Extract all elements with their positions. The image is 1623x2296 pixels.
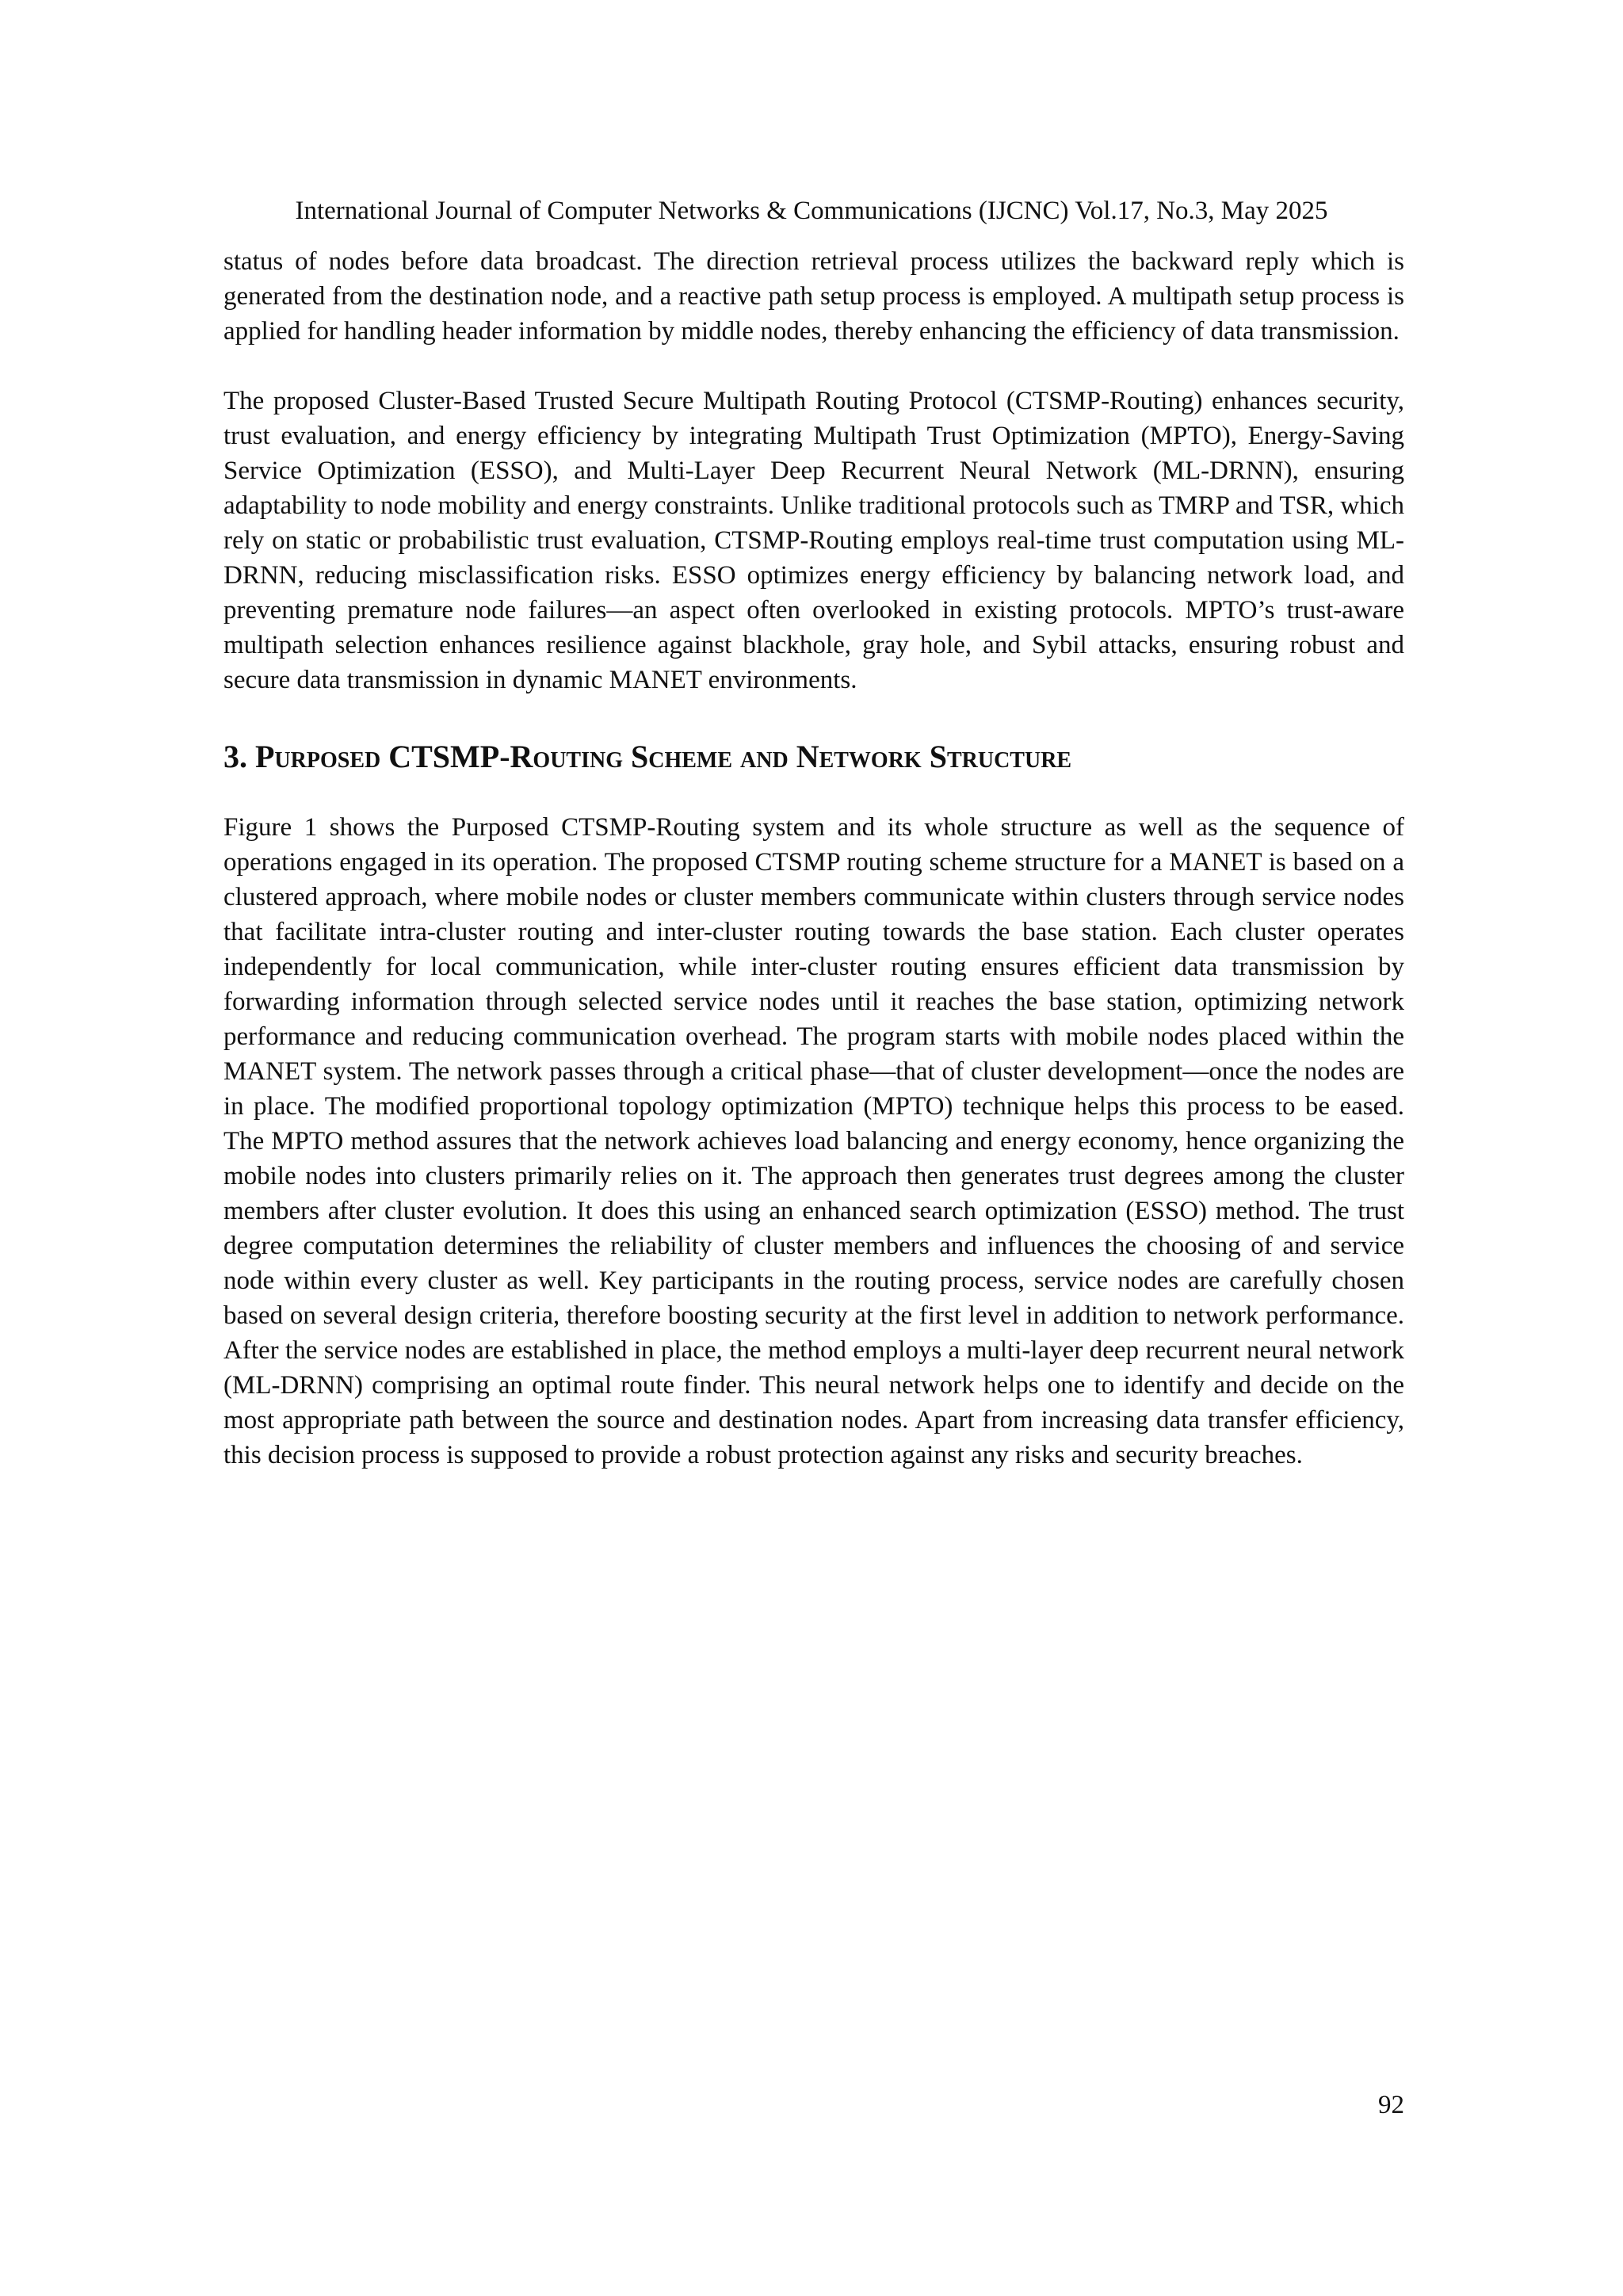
page-number: 92 [1378,2091,1404,2119]
body-paragraph-3: Figure 1 shows the Purposed CTSMP-Routing system and its whole structure as well as the sequence of operations engaged in its operation. The proposed CTSMP routing scheme structure for a MANET is based on a clustered approach, where mobile nodes or cluster members communicate within clusters through service nodes that facilitate intra-cluster routing and inter-cluster routing towards the base station. Each cluster operates independently for local communication, while inter-cluster routing ensures efficient data transmission by forwarding information through selected service nodes until it reaches the base station, optimizing network performance and reducing communication overhead. The program starts with mobile nodes placed within the MANET system. The network passes through a critical phase—that of cluster development—once the nodes are in place. The modified proportional topology optimization (MPTO) technique helps this process to be eased. The MPTO method assures that the network achieves load balancing and energy economy, hence organizing the mobile nodes into clusters primarily relies on it. The approach then generates trust degrees among the cluster members after cluster evolution. It does this using an enhanced search optimization (ESSO) method. The trust degree computation determines the reliability of cluster members and influences the choosing of and service node within every cluster as well. Key participants in the routing process, service nodes are carefully chosen based on several design criteria, therefore boosting security at the first level in addition to network performance. After the service nodes are established in place, the method employs a multi-layer deep recurrent neural network (ML-DRNN) comprising an optimal route finder. This neural network helps one to identify and decide on the most appropriate path between the source and destination nodes. Apart from increasing data transfer efficiency, this decision process is supposed to provide a robust protection against any risks and security breaches. [223,813,1404,1469]
section-heading [223,737,1404,777]
body-paragraph-2: The proposed Cluster-Based Trusted Secure Multipath Routing Protocol (CTSMP-Routing) enhances security, trust evaluation, and energy efficiency by integrating Multipath Trust Optimization (MPTO), Energy-Saving Service Optimization (ESSO), and Multi-Layer Deep Recurrent Neural Network (ML-DRNN), ensuring adaptability to node mobility and energy constraints. Unlike traditional protocols such as TMRP and TSR, which rely on static or probabilistic trust evaluation, CTSMP-Routing employs real-time trust computation using ML-DRNN, reducing misclassification risks. ESSO optimizes energy efficiency by balancing network load, and preventing premature node failures—an aspect often overlooked in existing protocols. MPTO’s trust-aware multipath selection enhances resilience against blackhole, gray hole, and Sybil attacks, ensuring robust and secure data transmission in dynamic MANET environments. [223,387,1404,694]
section-heading-text: 3. Purposed CTSMP-Routing Scheme and Network Structure [223,739,1072,774]
running-header: International Journal of Computer Networks & Communications (IJCNC) Vol.17, No.3, May 2025 [295,197,1328,225]
page-body [223,244,1404,1473]
body-paragraph-1: status of nodes before data broadcast. The direction retrieval process utilizes the backward reply which is generated from the destination node, and a reactive path setup process is employed. A multipath setup process is applied for handling header information by middle nodes, thereby enhancing the efficiency of data transmission. [223,247,1404,346]
